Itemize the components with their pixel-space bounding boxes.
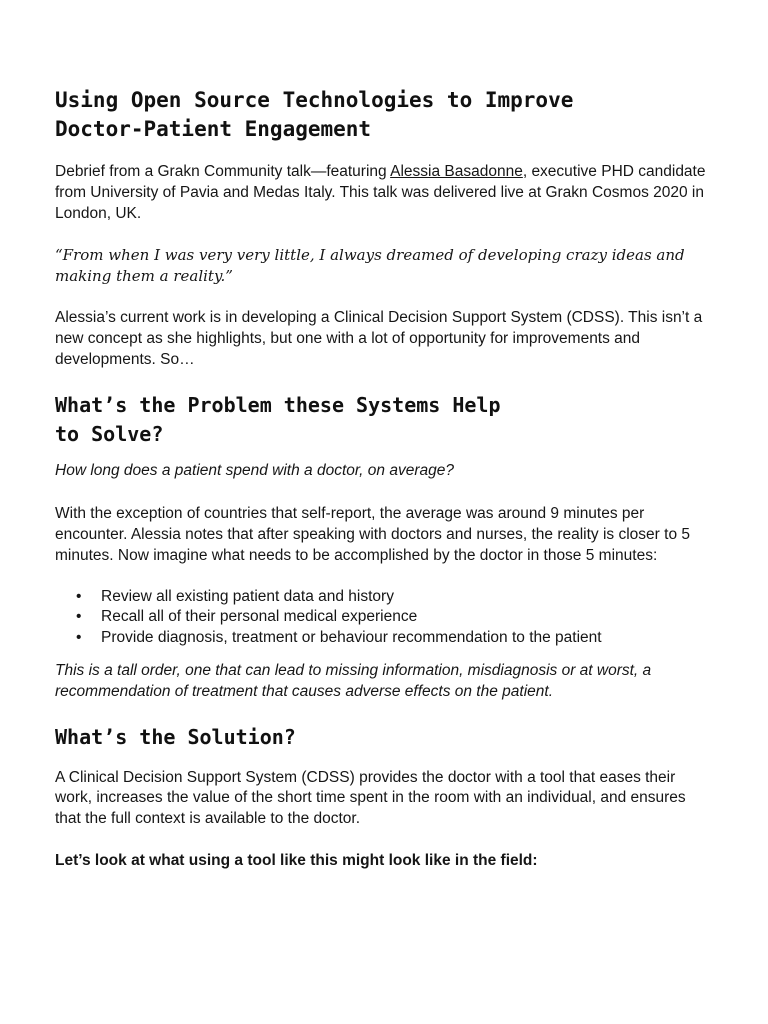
problem-heading (55, 391, 715, 449)
problem-question: How long does a patient spend with a doctor, on average? (55, 462, 454, 480)
bullet-icon: • (76, 587, 82, 605)
cdss-paragraph: Alessia’s current work is in developing a Clinical Decision Support System (CDSS). This isn’t a new concept as she highlights, but one with a lot of opportunity for improvements and developments. So… (55, 308, 703, 368)
article-page (55, 86, 715, 872)
problem-heading-line-2: to Solve? (55, 422, 164, 447)
problem-heading-line-1: What’s the Problem these Systems Help (55, 393, 501, 418)
article-title-line-1: Using Open Source Technologies to Improve (55, 88, 574, 112)
problem-note: This is a tall order, one that can lead to missing information, misdiagnosis or at worst, a recommendation of treatment that causes adverse effects on the patient. (55, 661, 652, 700)
article-title-line-2: Doctor-Patient Engagement (55, 117, 372, 141)
list-item-text: Provide diagnosis, treatment or behaviour recommendation to the patient (101, 629, 602, 647)
solution-paragraph: A Clinical Decision Support System (CDSS) provides the doctor with a tool that eases their work, increases the value of the short time spent in the room with an individual, and ensures that the full context is available to the doctor. (55, 768, 686, 828)
task-list (55, 587, 715, 649)
article-title (55, 86, 715, 144)
list-item-text: Recall all of their personal medical experience (101, 608, 418, 626)
speaker-link[interactable]: Alessia Basadonne (390, 163, 523, 180)
bullet-icon: • (76, 608, 82, 626)
problem-paragraph: With the exception of countries that self-report, the average was around 9 minutes per encounter. Alessia notes that after speaking with doctors and nurses, the reality is closer to 5 minutes. Now imagine what needs to be accomplished by the doctor in those 5 minutes: (55, 505, 690, 564)
bullet-icon: • (76, 629, 82, 647)
intro-paragraph (55, 162, 715, 224)
list-item (55, 628, 715, 649)
list-item (55, 587, 715, 608)
speaker-quote: “From when I was very very little, I always dreamed of developing crazy ideas and making them a reality.” (55, 246, 685, 286)
list-item-text: Review all existing patient data and history (101, 587, 394, 605)
list-item (55, 607, 715, 628)
field-callout: Let’s look at what using a tool like this might look like in the field: (55, 851, 538, 869)
intro-suffix: , executive PHD candidate from University of Pavia and Medas Italy. This talk was delivered live at Grakn Cosmos 2020 in London, UK. (55, 163, 706, 222)
intro-prefix: Debrief from a Grakn Community talk—featuring (55, 163, 391, 180)
solution-heading: What’s the Solution? (55, 724, 296, 749)
